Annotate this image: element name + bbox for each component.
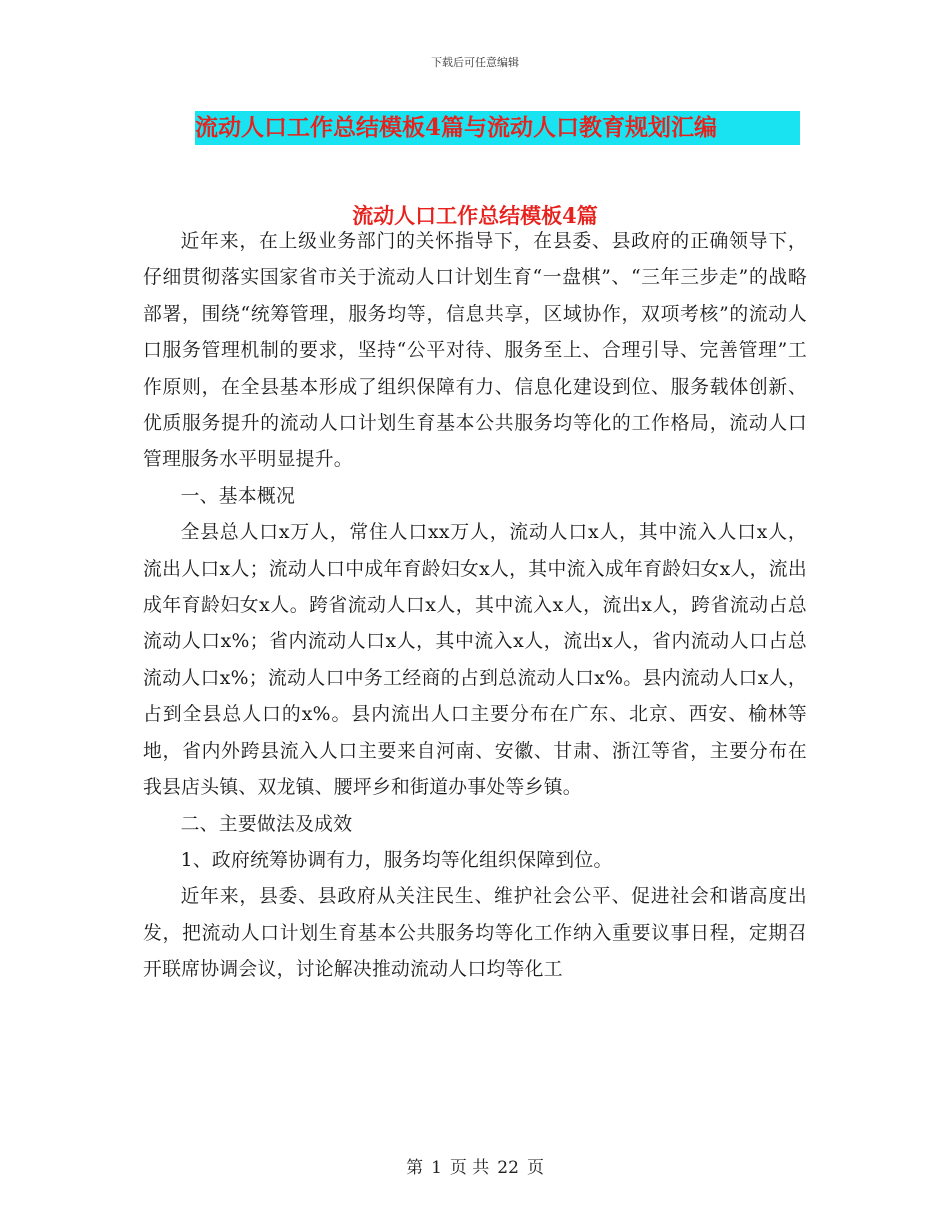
page-label-prefix: 第 (406, 1158, 424, 1178)
section-heading-measures: 二、主要做法及成效 (180, 813, 353, 835)
section-heading-overview: 一、基本概况 (180, 485, 296, 507)
paragraph-intro: 近年来，在上级业务部门的关怀指导下，在县委、县政府的正确领导下，仔细贯彻落实国家省市关于流动人口计划生育“一盘棋”、“三年三步走”的战略部署，围绕“统筹管理，服务均等，信息共享，区域协作，双项考核”的流动人口服务管理机制的要求，坚持“公平对待、服务至上、合理引导、完善管理”工作原则，在全县基本形成了组织保障有力、信息化建设到位、服务载体创新、优质服务提升的流动人口计划生育基本公共服务均等化的工作格局，流动人口管理服务水平明显提升。 (143, 231, 807, 471)
document-body (143, 224, 807, 989)
paragraph-measures: 近年来，县委、县政府从关注民生、维护社会公平、促进社会和谐高度出发，把流动人口计划生育基本公共服务均等化工作纳入重要议事日程，定期召开联席协调会议，讨论解决推动流动人口均等化工 (143, 886, 807, 981)
paragraph-overview: 全县总人口x万人，常住人口xx万人，流动人口x人，其中流入人口x人，流出人口x人；流动人口中成年育龄妇女x人，其中流入成年育龄妇女x人，流出成年育龄妇女x人。跨省流动人口x人，其中流入x人，流出x人，跨省流动占总流动人口x%；省内流动人口x人，其中流入x人，流出x人，省内流动人口占总流动人口x%；流动人口中务工经商的占到总流动人口x%。县内流动人口x人，占到全县总人口的x%。县内流出人口主要分布在广东、北京、西安、榆林等地，省内外跨县流入人口主要来自河南、安徽、甘肃、浙江等省，主要分布在我县店头镇、双龙镇、腰坪乡和街道办事处等乡镇。 (143, 522, 807, 799)
page-footer (0, 1153, 950, 1178)
header-note: 下载后可任意编辑 (431, 56, 519, 69)
document-main-title: 流动人口工作总结模板4篇与流动人口教育规划汇编 (195, 111, 800, 145)
total-pages-number: 22 (497, 1158, 519, 1178)
current-page-number: 1 (431, 1158, 442, 1178)
page-label-suffix: 页 (526, 1158, 544, 1178)
document-sub-title: 流动人口工作总结模板4篇 (352, 203, 598, 228)
page-label-mid: 页 共 (449, 1158, 490, 1178)
subsection-heading-1: 1、政府统筹协调有力，服务均等化组织保障到位。 (180, 849, 613, 871)
